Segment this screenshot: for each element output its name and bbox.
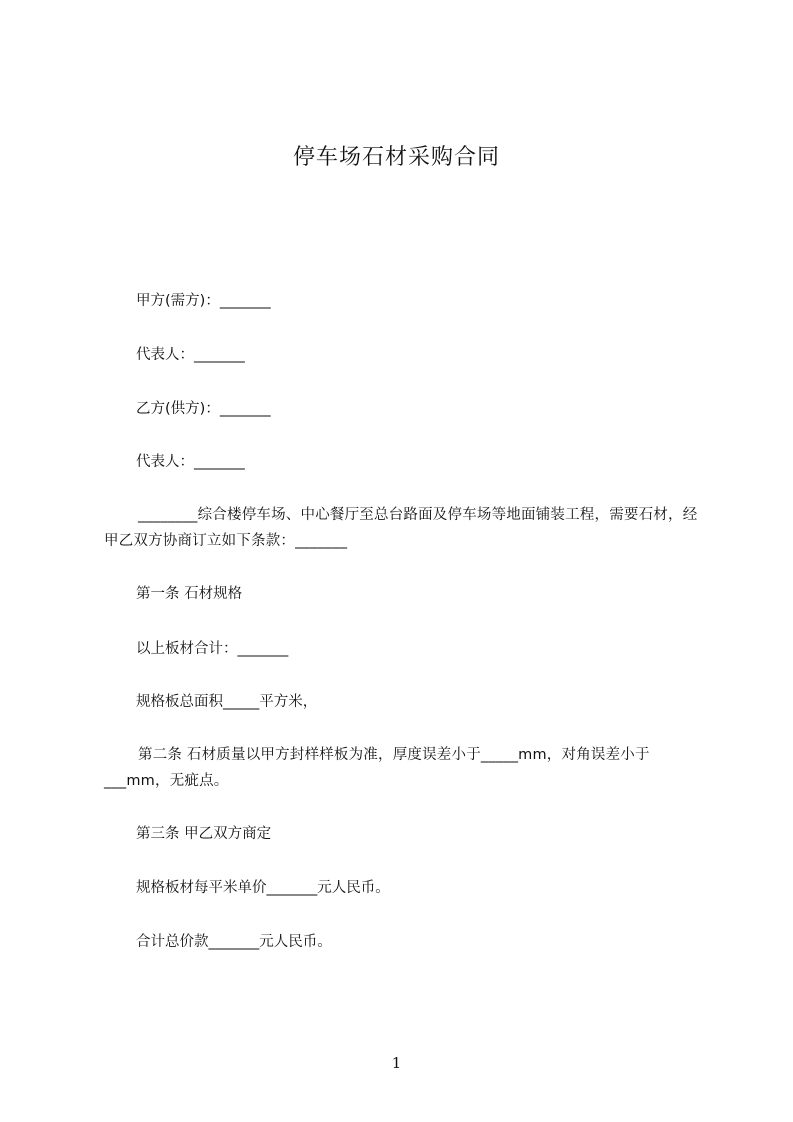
article-2-paragraph: 第二条 石材质量以甲方封样样板为准，厚度误差小于_____mm，对角误差小于___mm，无疵点。: [104, 747, 650, 789]
unit-price-line: 规格板材每平米单价_______元人民币。: [136, 880, 390, 896]
board-total-line: 以上板材合计：_______: [136, 641, 289, 657]
intro-paragraph: ________综合楼停车场、中心餐厅至总台路面及停车场等地面铺装工程，需要石材，经甲乙双方协商订立如下条款：_______: [104, 507, 698, 549]
party-b-line: 乙方(供方)：_______: [136, 401, 271, 417]
party-b-representative-line: 代表人：_______: [136, 454, 245, 470]
document-title: 停车场石材采购合同: [292, 145, 500, 170]
party-a-representative-line: 代表人：_______: [136, 347, 245, 363]
page-number: 1: [391, 1054, 402, 1072]
article-1-heading: 第一条 石材规格: [136, 586, 243, 602]
article-3-heading: 第三条 甲乙双方商定: [136, 826, 272, 842]
total-price-line: 合计总价款_______元人民币。: [136, 934, 332, 950]
party-a-line: 甲方(需方)：_______: [136, 293, 271, 309]
total-area-line: 规格板总面积_____平方米，: [136, 694, 318, 710]
